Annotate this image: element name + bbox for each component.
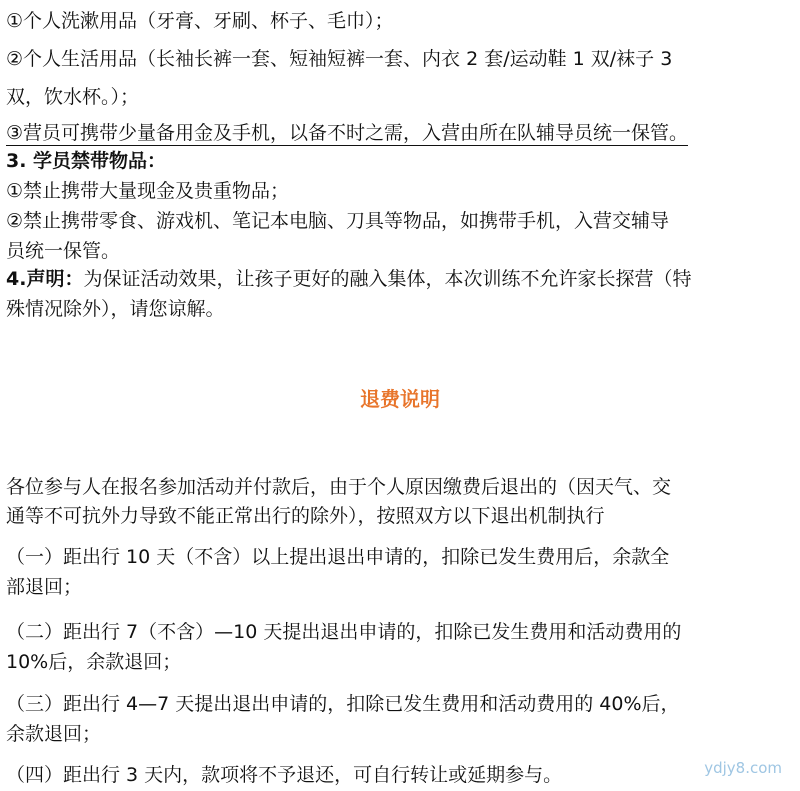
item-daily-necessities: ②个人生活用品（长袖长裤一套、短袖短裤一套、内衣 2 套/运动鞋 1 双/袜子 3 <box>6 48 673 70</box>
prohibited-item-1: ①禁止携带大量现金及贵重物品； <box>6 180 290 202</box>
refund-rule-4: （四）距出行 3 天内，款项将不予退还，可自行转让或延期参与。 <box>6 764 563 786</box>
refund-rule-2: （二）距出行 7（不含）—10 天提出退出申请的，扣除已发生费用和活动费用的 <box>6 621 682 643</box>
prohibited-item-2: ②禁止携带零食、游戏机、笔记本电脑、刀具等物品，如携带手机，入营交辅导 <box>6 210 670 232</box>
refund-rule-2-cont: 10%后，余款退回； <box>6 651 182 673</box>
declaration-line-2: 殊情况除外），请您谅解。 <box>6 298 225 320</box>
prohibited-item-2-cont: 员统一保管。 <box>6 240 121 262</box>
refund-intro-1: 各位参与人在报名参加活动并付款后，由于个人原因缴费后退出的（因天气、交 <box>6 476 672 498</box>
declaration-line-1 <box>6 268 691 290</box>
refund-heading: 退费说明 <box>360 387 440 411</box>
declaration-label: 4.声明： <box>6 268 84 290</box>
refund-rule-1: （一）距出行 10 天（不含）以上提出退出申请的，扣除已发生费用后，余款全 <box>6 546 670 568</box>
refund-rule-3: （三）距出行 4—7 天提出退出申请的，扣除已发生费用和活动费用的 40%后， <box>6 693 680 715</box>
item-daily-necessities-cont: 双，饮水杯。）； <box>6 86 140 108</box>
item-toiletries: ①个人洗漱用品（牙膏、牙刷、杯子、毛巾）； <box>6 10 394 32</box>
section3-title: 3. 学员禁带物品： <box>6 150 167 172</box>
item-pocket-money: ③营员可携带少量备用金及手机，以备不时之需，入营由所在队辅导员统一保管。 <box>6 122 689 144</box>
refund-rule-1-cont: 部退回； <box>6 576 83 598</box>
refund-rule-3-cont: 余款退回； <box>6 723 102 745</box>
declaration-text: 为保证活动效果，让孩子更好的融入集体，本次训练不允许家长探营（特 <box>83 268 692 290</box>
watermark: ydjy8.com <box>704 759 782 777</box>
refund-intro-2: 通等不可抗外力导致不能正常出行的除外），按照双方以下退出机制执行 <box>6 505 605 527</box>
